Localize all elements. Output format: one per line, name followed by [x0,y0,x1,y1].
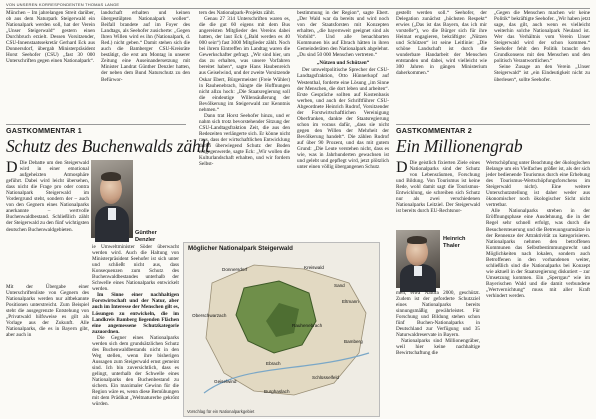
map-label-ebrach: Ebrach [266,361,281,366]
top-col6-p1: „Gegen die Menschen machen wir keine Politik“ bekräftigte Seehofer. „Wir haben jetzt sage, das gilt, auch wenn es vielleicht weiterhin solche Nationalpark Neuland ist. Wer das Verhältnis vom Verein Unser Steigerwald wird der schon kommen.“ Seehofer fehlt den Politik braucht den Grundkonsens mit den Menschen und den politisch Verantwortlichen.“ [494,10,591,65]
left-body1: Die Debatte um den Steigerwald wird in einer emotional aufgeheizten Atmosphäre geführt. Dabei wird leicht übersehen, dass nicht die Frage pro oder contra Nationalpark Steigerwald im Vordergrund steht, sondern der – auch von den Gegnern eines Nationalparks anerkannte – wertvolle Buchenwaldbestand. Schließlich zählt der Steigerwald zu den fünf wichtigsten deutschen Buchenwaldgebieten. [6,160,89,233]
steigerwald-map [183,242,380,417]
left-body2c: Die Gegner eines Nationalparks werden sich dem grundsätzlichen Schutz des Buchenwaldbestands nicht in den Weg stellen, wenn ihre bisherigen Aussagen zum Steigerwald ernst gemeint sind. Ich bin zuversichtlich, dass es gelingt, unterhalb der Schwelle eines Nationalparks den Buchenbestand zu sichern. Ein maximaler Gewinn für die Region wäre es, wenn diese Bemühungen mit dem Prädikat „Weltnaturerbe gekrönt würden. [92,334,179,408]
right-body1: Die geistlich fixierten Ziele eines Nationalparks sind der Schutz von Lebensräumen, Forschung und Bildung. Von Tourismus ist keine Rede, wohl damit sagt die Tourismus-Entwicklung, sie schreiben sich Schutz nur als zwei verschiedenen Nationalparks Leitziel. Der Steigerwald ist bereits durch EU-Rechtsnor- [396,160,480,215]
top-col3-p3: Dann trat Horst Seehofer hinzu, und er nahm sich trotz bevorstehender Sitzung der CSU-Landtagsfraktion Zeit, die aus den Redezeiten verlängerte sich. Er könne nicht raus, dass der wirtschaftlichen Entwicklung durch überwiegend Schutz der Boden entgegenwerde, sagte Eck: „Wir wollen die Kulturlandschaft erhalten, und wir fordern Selbst- [199,112,290,168]
portrait-denzler [91,160,133,238]
map-label-sand: Sand [334,283,345,288]
top-col5-p1: gestellt werden soll.“ Seehofer, der Delegation zunächst „höchsten Respekt“ erwies („Das ist das Bayern, das ich mir vorstelle“), wo die Bürger sich für ihre Heimat engagieren, bekräftigte: „Nützen und Schützen“ ist seine Leitlinie: „Die schöne Landschaft ist durch die wunderbare Handarbeit der Menschen entstanden und dabei, wird vielleicht wie 300 Jahren in gängen Ministerium daherkommen.“ [396,10,487,77]
thaler-name: Heinrich Thaler [443,236,466,249]
map-legend: Vorschlag für ein Nationalparkgebiet [187,409,255,414]
map-title: Möglicher Nationalpark Steigerwald [188,245,293,252]
top-column-6 [494,10,590,122]
top-col4-p2: Der umweltpolitische Sprecher der CSU-Landtagsfraktion, Otto Hünnerkopf auf Westenthal, forderte eine Lösung „im Sinne der Menschen, die dort leben und arbeiten“. Erste Gespräche sollten auf Kostenbasis werben, und auch der Schriftführer CSU-Abgeordnete Heinrich Rudrof, Vorsitzender der Forstwirtschaftlichen Vereinigung Oberfranken, dankte der Staatsregierung schon im voraus dafür, „dass sie nicht gegen den Willen der Mehrheit der Bevölkerung handelt“. Die zählen Rudrof auf über 90 Prozent, und das mit gutem Grund: „Die Leute verstehen nicht, dass es wie, was in Jahrhunderten gewachsen ist und gelebt und gepflegt wird, jetzt plötzlich unter einen völlig übergangenen Schutz [297,67,389,171]
top-col1-p1: München – Im jahrelangen Streit darüber, ob aus dem Naturpark Steigerwald ein Nationalpark werden soll, hat der Verein „Unser Steigerwald“ gestern einen Durchbruch erzielt. Dessen Vorsitzender, CSU-Innenstaatssekretär Gerhard Eck aus Donnersdorf, übergab Ministerpräsident Horst Seehofer (CSU) „fast 30 000 Unterschriften gegen einen Nationalpark“. [6,10,95,65]
map-label-schluesselfeld: Schlüsselfeld [312,375,340,380]
right-kicker: GASTKOMMENTAR 2 [396,126,472,135]
left-body1b: Mit der Übergabe einer Unterschriftenliste von Gegnern des Nationalparks werden nur altbekannte Positionen unterstreicht. Zum Beispiel steht die ausgegrenzte Entstehung von „Privatwald hilfsweise es gilt als Vorlage aus der Zukunft. Alle Nationalparks, die es in Bayern gibt, aber auch in [6,284,89,339]
right-headline: Ein Millionengrab [396,136,523,156]
top-column-5 [396,10,487,122]
left-body-bottom [6,284,89,417]
left-body2b: Im Sinne einer nachhaltigen Forstwirtschaft und der Natur, aber auch im Interesse der Menschen gilt es, Lösungen zu entwickeln, die im Landkreis Bamberg liegenden Flächen eine angemessene Schutzkategorie zuzuordnen. [92,292,179,335]
top-col3-p2: Genau 27 314 Unterschriften waren es, die die gut 60 eigens mit dem Bus angereisten Mitglieder des Vereins dabei hatten, der laut Eck („Bald werden es 40 000 sein“) fast 3000 Mitglieder zählt. Noch bei ihrem Eintreffen im Landtag waren die Gewerkschafter gefragt. „Wir sind hier, um das zu erhalten, was unsere Vorfahren bereitet haben“, sagte Hans Haubenreich aus Geiselwind, und der zweite Vorsitzende Oskar Ebert, Bürgermeister (Freie Wähler) in Rauhenebrach, hängte die Hoffnungen nicht allzu hoch: „Die Staatsregierung soll die eindeutige Willensäußerung der Bevölkerung im Steigerwald zur Kenntnis nehmen.“ [199,16,290,113]
right-body2: Wertschöpfung unter Beachtung der ökologischen Belange um ein Vielfaches größer ist, als der sich jeder bedienende Tourismus durch eine Erhebung des Tourismus-Wertschöpfungsforschens im Steigerwald nicht). Eine weitere Unterschutzstellung ist daher weder aus ökonomischer noch ökologischer Sicht nicht vertretbar. [486,160,590,209]
left-headline: Schutz des Buchenwalds zählt [6,136,210,156]
denzler-name: Günther Denzler [135,230,157,243]
byline: VON UNSEREN KORRESPONDENTEN THOMAS LANGE [6,2,120,7]
right-body1b: men, etwa Natura 2000, geschützt. Zudem ist der geforderte Schutzziel eines Nationalparks bereits sinnungsmäßig gewährleistet. Für Forschung und Bildung stehen schon fünf Buchen-Nationalparks in Deutschland zur Verfügung und 35 Naturwaldreservate in Bayern. [396,290,480,339]
right-dropcap: D [396,159,408,176]
right-kicker-rule [396,124,590,125]
top-col3-p1: tern des Nationalpark-Projekts zählt. [199,10,276,16]
top-subhead: „Nützen und Schützen“ [316,60,370,67]
map-label-kreiswald: Kreiswald [304,265,324,270]
map-label-bamberg: Bamberg [344,339,363,344]
left-body-top [6,160,89,284]
portrait-thaler [396,230,440,288]
top-col2-p1: landschaft erhalten und keinen übergestülpten Nationalpark wollen“. Beifall brandete auf im Foyer des Landtags, als Seehofer zusicherte: „Gegen Ihren Willen wird es ihn (Nationalpark, d. Red.) nicht geben.“ Damit stehen sich die auch die Bamberger CSU-Kreisräte bestätigt, die erst am Montag in unserer Zeitung eine Auseinandersetzung mit Minister Landrat Günther Denzler hatten, der neben dem Bund Naturschutz zu den Befürwor- [101,10,190,83]
left-dropcap: D [6,159,18,176]
map-label-rauhenebrach: Rauhenebrach [292,323,323,328]
left-body-col2 [92,244,179,417]
right-body2b: Alle Nationalparks streben in der Eröffnungsphase eine Ausdehnung, die in der Regel sehr schnell erfolgt, was durch die Besuchersteuerung und die Betreuungsumsätze in der Rennenze der Attraktivität zu kategorisieren. Nationalparks nehmen den betroffenen Kommunen das Selbstbestimmungsrecht und Möglichkeiten nach lokalen, sondern auch Betroffenen in den vorhandenen weiter, schließlich sind die Nationalparks bei Konzept wie aktuell in der Staatsregierung diskutiert – zur Umsetzung kommen. Ein „Sperrgau“ wie im Bayerischen Wald und die damit verbundene „Wertvernichtung“ muss mit aller Kraft verhindert werden. [486,208,590,300]
map-label-oberschwarzach: Oberschwarzach [192,313,227,318]
map-label-burghaslach: Burghaslach [264,389,290,394]
left-kicker: GASTKOMMENTAR 1 [6,126,82,135]
left-body2: ie Umweltminister Söder überwacht werden wird. Auch die Haltung von Ministerpräsident Seehofer ist sich unter und schließt nicht aus, dass Konsequenzen zum Schutz des Buchenwaldbestandes unterhalb der Schwelle eines Nationalparks entwickelt werden. [92,244,179,293]
top-col4-p1: bestimmung in der Region“, sagte Ebert. „Der Wald war da bereits und wird noch von der Staatsforsten mit Konzepten erhalten, „die bayernweit geeignet sind als Vorbild“. Und alle benachbarten Kommunen bis auf Ebrach hätten in ihren Gemeinderäten den Nationalpark abgelehnt. „Du sind 50 000 Menschen vertreten.“ [297,10,389,59]
right-body1c: Nationalparks sind Millionengräber, weil hier keine nachhaltige Bewirtschaftung die [396,338,480,357]
map-label-eltmann: Eltmann [342,299,359,304]
top-col6-p2: Seine Zusage an den Verein „Unser Steigerwald“ ist „ein Eindeutigkeit nicht zu überlesen“, sollte Seehofer. [494,64,590,83]
map-label-donnersdorf: Donnersdorf [222,267,248,272]
top-column-4 [297,10,389,171]
top-column-1 [6,10,95,122]
top-column-2 [101,10,190,122]
right-body-col2 [486,160,590,417]
top-column-3 [199,10,290,168]
map-label-geiselwind: Geiselwind [214,379,237,384]
left-kicker-rule [6,124,186,125]
top-rule [6,8,590,9]
right-body-mid [396,290,480,417]
